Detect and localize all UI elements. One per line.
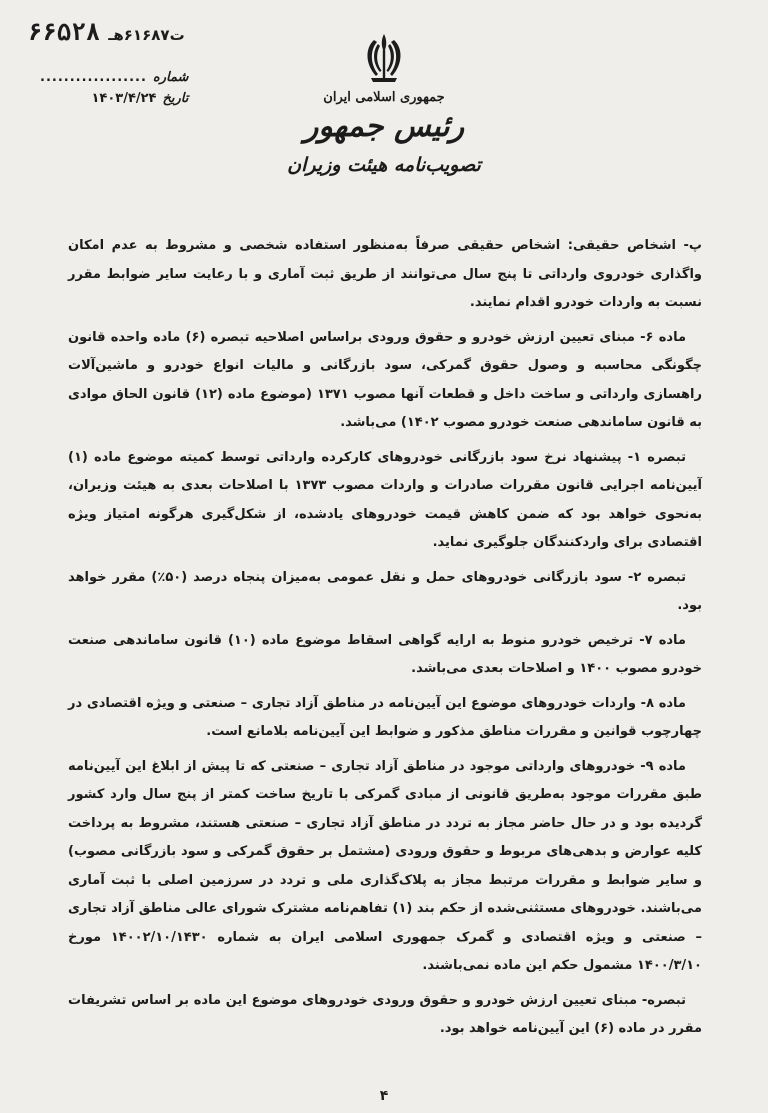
paragraph (68, 232, 702, 318)
number-label: شماره (152, 70, 189, 85)
paragraph (68, 444, 702, 558)
paragraph (68, 324, 702, 438)
paragraph-text: واردات خودروهای موضوع این آیین‌نامه در مناطق آزاد تجاری – صنعتی و ویژه اقتصادی در چهارچوب قوانین و مقررات مناطق مذکور و ضوابط این آیین‌نامه بلامانع است. (68, 695, 702, 739)
date-value: ۱۴۰۳/۴/۲۴ (91, 91, 157, 106)
paragraph (68, 564, 702, 621)
paragraph-text: پیشنهاد نرخ سود بازرگانی خودروهای کارکرده وارداتی توسط کمیته موضوع ماده (۱) آیین‌نامه اجرایی قانون مقررات صادرات و واردات مصوب ۱۳۷۳ با اصلاحات بعدی به هیئت وزیران، به‌نحوی خواهد بود که ضمن کاهش قیمت خودروهای یادشده، از شکل‌گیری هرگونه امتیاز ویژه اقتصادی برای واردکنندگان جلوگیری نماید. (68, 449, 702, 550)
paragraph-label: پ- اشخاص حقیقی: (567, 238, 702, 253)
paragraph-text: اشخاص حقیقی صرفاً به‌منظور استفاده شخصی و مشروط به عدم امکان واگذاری خودروی وارداتی تا پنج سال می‌توانند از طریق ثبت آماری و با رعایت سایر ضوابط مقرر نسبت به واردات خودرو اقدام نمایند. (68, 238, 702, 310)
paragraph-text: سود بازرگانی خودروهای حمل و نقل عمومی به‌میزان پنجاه درصد (۵۰٪) مقرر خواهد بود. (68, 569, 702, 613)
paragraph (68, 690, 702, 747)
cabinet-decree-title: تصویب‌نامه هیئت وزیران (287, 154, 481, 176)
date-label: تاریخ (162, 91, 189, 106)
paragraph-label: تبصره ۱- (627, 449, 686, 465)
paragraph-label: تبصره ۲- (627, 569, 686, 585)
reference-prefix: ت۶۱۶۸۷هـ (108, 26, 185, 44)
paragraph-text: ترخیص خودرو منوط به ارایه گواهی اسقاط موضوع ماده (۱۰) قانون ساماندهی صنعت خودرو مصوب ۱۴۰۰ و اصلاحات بعدی می‌باشد. (68, 632, 702, 676)
president-title: رئیس جمهور (303, 109, 465, 144)
paragraph (68, 627, 702, 684)
paragraph-label: ماده ۹- (640, 758, 686, 774)
letterhead (0, 30, 768, 176)
paragraph (68, 987, 702, 1044)
reference-number-value: ۶۶۵۲۸ (28, 18, 101, 46)
paragraph-label: ماده ۸- (640, 695, 686, 711)
number-value: .................. (40, 70, 147, 85)
paragraph-text: مبنای تعیین ارزش خودرو و حقوق ورودی خودروهای موضوع این ماده بر اساس تشریفات مقرر در ماده (۶) این آیین‌نامه خواهد بود. (68, 992, 702, 1036)
paragraph-text: خودروهای وارداتی موجود در مناطق آزاد تجاری – صنعتی که تا پیش از ابلاغ این آیین‌نامه طبق مقررات موجود به‌طریق قانونی از مبادی گمرکی با تاریخ ساخت کمتر از پنج سال وارد کشور گردیده بود و در حال حاضر مجاز به تردد در مناطق آزاد تجاری – صنعتی هستند، مشروط به پرداخت کلیه عوارض و بدهی‌های مربوط و حقوق ورودی (مشتمل بر حقوق گمرکی و سود بازرگانی مصوب) و سایر ضوابط و مقررات مرتبط مجاز به پلاک‌گذاری ملی و تردد در سرزمین اصلی با ثبت آماری می‌باشند. خودروهای مستثنی‌شده از حکم بند (۱) تفاهم‌نامه مشترک شورای عالی مناطق آزاد تجاری – صنعتی و ویژه اقتصادی و گمرک جمهوری اسلامی ایران به شماره ۱۴۰۰۲/۱۰/۱۴۳۰ مورخ ۱۴۰۰/۳/۱۰ مشمول حکم این ماده نمی‌باشند. (68, 758, 702, 973)
paragraph-label: ماده ۷- (639, 632, 686, 648)
iran-emblem-icon (357, 30, 411, 86)
paragraph-label: تبصره- (641, 992, 686, 1008)
paragraph-text: مبنای تعیین ارزش خودرو و حقوق ورودی براساس اصلاحیه تبصره (۶) ماده واحده قانون چگونگی محاسبه و وصول حقوق گمرکی، سود بازرگانی و مالیات انواع خودرو و ماشین‌آلات راهسازی وارداتی و ساخت داخل و قطعات آنها مصوب ۱۳۷۱ (موضوع ماده (۱۲) قانون الحاق موادی به قانون ساماندهی صنعت خودرو مصوب ۱۴۰۲) می‌باشد. (68, 329, 702, 430)
republic-title: جمهوری اسلامی ایران (323, 90, 445, 105)
decree-body (68, 232, 702, 1050)
paragraph-label: ماده ۶- (640, 329, 686, 345)
page-number: ۴ (379, 1088, 389, 1104)
paragraph (68, 753, 702, 981)
